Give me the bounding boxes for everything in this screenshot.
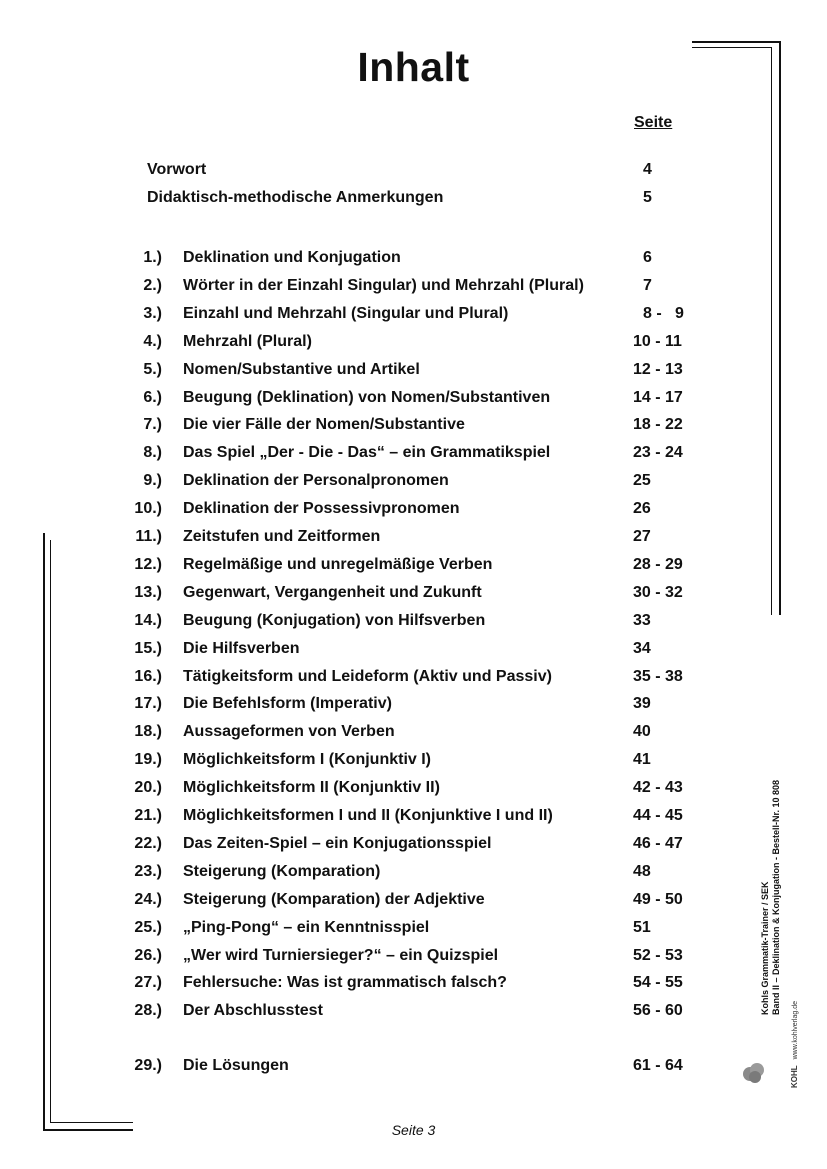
- toc-page: 10 - 11: [633, 333, 682, 350]
- toc-title: Deklination der Possessivpronomen: [183, 500, 460, 517]
- toc-page: 46 - 47: [633, 835, 683, 852]
- toc-page: 51: [633, 919, 651, 936]
- toc-title: Die Befehlsform (Imperativ): [183, 695, 392, 712]
- toc-page: 42 - 43: [633, 779, 683, 796]
- toc-number: 24.): [134, 891, 162, 908]
- toc-title: Die vier Fälle der Nomen/Substantive: [183, 416, 465, 433]
- toc-page: 40: [633, 723, 651, 740]
- toc-page: 61 - 64: [633, 1057, 683, 1074]
- side-line-1: Kohls Grammatik-Trainer / SEK: [760, 881, 770, 1015]
- toc-number: 21.): [134, 807, 162, 824]
- toc-page: 39: [633, 695, 651, 712]
- publisher-url: [790, 1001, 799, 1088]
- toc-title: Mehrzahl (Plural): [183, 333, 312, 350]
- toc-page: 18 - 22: [633, 416, 683, 433]
- toc-page: 23 - 24: [633, 444, 683, 461]
- toc-number: 17.): [134, 695, 162, 712]
- toc-title: Die Hilfsverben: [183, 640, 300, 657]
- toc-title: Tätigkeitsform und Leideform (Aktiv und Passiv): [183, 668, 552, 685]
- toc-title: Fehlersuche: Was ist grammatisch falsch?: [183, 974, 507, 991]
- publisher-logo-text: KOHL: [790, 1065, 799, 1088]
- toc-title: Das Spiel „Der - Die - Das“ – ein Grammatikspiel: [183, 444, 551, 461]
- toc-number: 27.): [134, 974, 162, 991]
- toc-number: 11.): [135, 528, 162, 545]
- toc-page: 28 - 29: [633, 556, 683, 573]
- toc-title: Aussageformen von Verben: [183, 723, 395, 740]
- toc-title: Steigerung (Komparation) der Adjektive: [183, 891, 485, 908]
- toc-page: 8 - 9: [643, 305, 684, 322]
- toc-number: 6.): [143, 389, 162, 406]
- toc-title: Gegenwart, Vergangenheit und Zukunft: [183, 584, 482, 601]
- intro-item-text: Didaktisch-methodische Anmerkungen: [147, 189, 444, 206]
- intro-item-page: 5: [643, 189, 652, 206]
- toc-number: 7.): [143, 416, 162, 433]
- toc-title: „Wer wird Turniersieger?“ – ein Quizspiel: [183, 947, 499, 964]
- toc-number: 13.): [134, 584, 162, 601]
- toc-page: 54 - 55: [633, 974, 683, 991]
- toc-number: 3.): [143, 305, 162, 322]
- toc-title: Steigerung (Komparation): [183, 863, 381, 880]
- frame-top-right-outer-h: [692, 41, 781, 43]
- toc-page: 34: [633, 640, 651, 657]
- toc-page: 26: [633, 500, 651, 517]
- intro-item-page: 4: [643, 161, 652, 178]
- toc-page: 44 - 45: [633, 807, 683, 824]
- toc-title: Nomen/Substantive und Artikel: [183, 361, 420, 378]
- toc-number: 18.): [134, 723, 162, 740]
- toc-title: Beugung (Konjugation) von Hilfsverben: [183, 612, 486, 629]
- toc-title: „Ping-Pong“ – ein Kenntnisspiel: [183, 919, 430, 936]
- toc-page: 30 - 32: [633, 584, 683, 601]
- page-column-header: Seite: [634, 114, 673, 131]
- toc-page: 12 - 13: [633, 361, 683, 378]
- toc-title: Regelmäßige und unregelmäßige Verben: [183, 556, 493, 573]
- tree-logo-icon: [742, 1060, 768, 1086]
- toc-number: 15.): [134, 640, 162, 657]
- publisher-url-text: www.kohlverlag.de: [792, 1001, 799, 1060]
- toc-page: 7: [643, 277, 652, 294]
- toc-page: 33: [633, 612, 651, 629]
- toc-number: 12.): [134, 556, 162, 573]
- page-title: Inhalt: [357, 44, 470, 90]
- toc-title: Möglichkeitsformen I und II (Konjunktive I und II): [183, 807, 553, 824]
- toc-number: 2.): [143, 277, 162, 294]
- toc-number: 25.): [134, 919, 162, 936]
- toc-title: Zeitstufen und Zeitformen: [183, 528, 381, 545]
- toc-title: Einzahl und Mehrzahl (Singular und Plural): [183, 305, 509, 322]
- toc-page: 56 - 60: [633, 1002, 683, 1019]
- toc-number: 5.): [143, 361, 162, 378]
- publisher-logo: [742, 1060, 768, 1091]
- toc-number: 1.): [143, 249, 162, 266]
- toc-title: Deklination der Personalpronomen: [183, 472, 449, 489]
- toc-page: 35 - 38: [633, 668, 683, 685]
- toc-title: Die Lösungen: [183, 1057, 289, 1074]
- toc-page: 14 - 17: [633, 389, 683, 406]
- toc-page: 52 - 53: [633, 947, 683, 964]
- page-footer: Seite 3: [391, 1122, 436, 1138]
- toc-page: 41: [633, 751, 651, 768]
- toc-number: 19.): [134, 751, 162, 768]
- toc-number: 16.): [134, 668, 162, 685]
- toc-title: Das Zeiten-Spiel – ein Konjugationsspiel: [183, 835, 492, 852]
- toc-number: 10.): [134, 500, 162, 517]
- publisher-side-text: [760, 780, 782, 1015]
- toc-page: 48: [633, 863, 651, 880]
- toc-title: Möglichkeitsform I (Konjunktiv I): [183, 751, 432, 768]
- frame-top-right-inner-v: [771, 47, 772, 615]
- toc-number: 8.): [143, 444, 162, 461]
- toc-page: 6: [643, 249, 652, 266]
- toc-number: 22.): [134, 835, 162, 852]
- toc-page: 25: [633, 472, 651, 489]
- toc-page: 27: [633, 528, 651, 545]
- toc-title: Der Abschlusstest: [183, 1002, 323, 1019]
- toc-number: 4.): [143, 333, 162, 350]
- intro-item-text: Vorwort: [147, 161, 207, 178]
- toc-number: 14.): [134, 612, 162, 629]
- toc-page: 49 - 50: [633, 891, 683, 908]
- frame-top-right-outer-v: [779, 41, 781, 615]
- toc-number: 20.): [134, 779, 162, 796]
- side-line-2: Band II – Deklination & Konjugation - Bestell-Nr. 10 808: [771, 779, 781, 1015]
- toc-number: 26.): [134, 947, 162, 964]
- toc-title: Beugung (Deklination) von Nomen/Substantiven: [183, 389, 551, 406]
- toc-number: 9.): [143, 472, 162, 489]
- toc-number: 29.): [134, 1057, 162, 1074]
- toc-title: Möglichkeitsform II (Konjunktiv II): [183, 779, 440, 796]
- toc-title: Wörter in der Einzahl Singular) und Mehrzahl (Plural): [183, 277, 584, 294]
- toc-number: 28.): [134, 1002, 162, 1019]
- toc-title: Deklination und Konjugation: [183, 249, 401, 266]
- toc-number: 23.): [134, 863, 162, 880]
